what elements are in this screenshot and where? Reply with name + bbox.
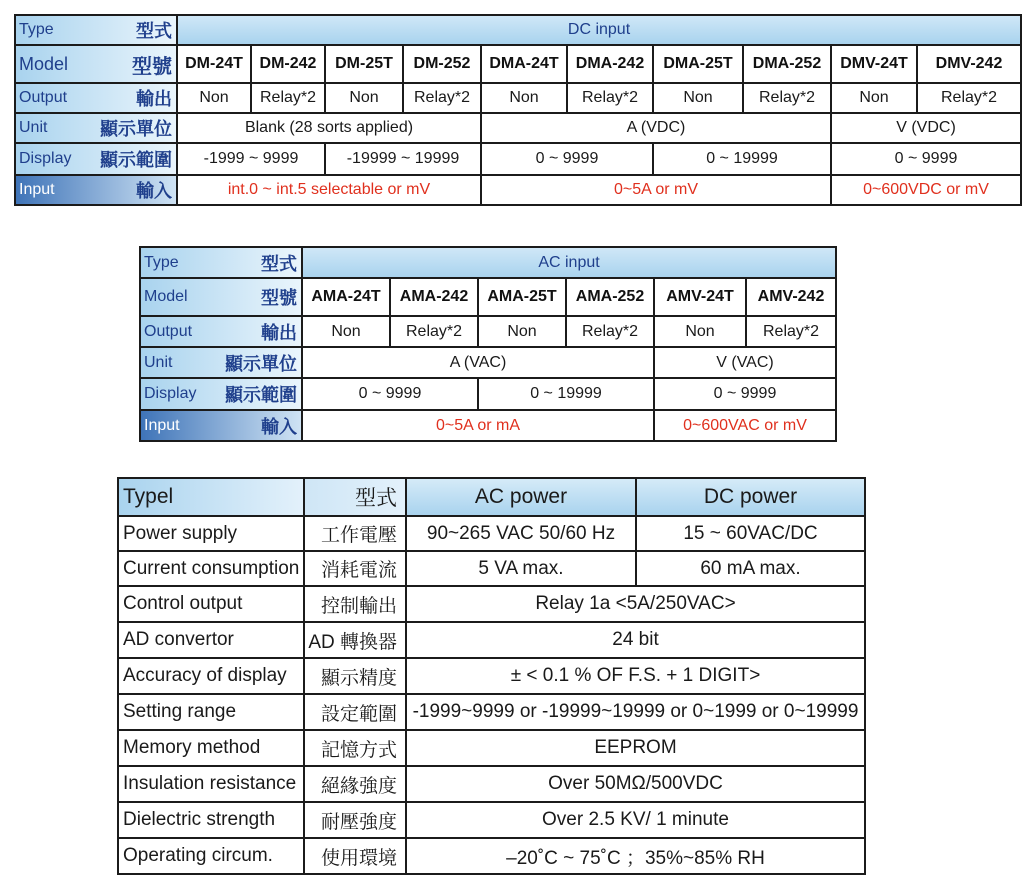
current-label: Current consumption: [118, 551, 304, 586]
dc-power-header: DC power: [636, 478, 865, 516]
unit-cell: V (VAC): [654, 347, 836, 378]
output-cell: Relay*2: [403, 83, 481, 113]
model-label: Model 型號: [15, 45, 177, 83]
display-cell: -19999 ~ 19999: [325, 143, 481, 175]
dielectric-label: Dielectric strength: [118, 802, 304, 838]
unit-cell: A (VDC): [481, 113, 831, 143]
model-cell: AMA-24T: [302, 278, 390, 316]
output-cell: Non: [177, 83, 251, 113]
setting-range-value: -1999~9999 or -19999~19999 or 0~1999 or 0~19999: [406, 694, 865, 730]
input-label: Input 輸入: [140, 410, 302, 441]
power-supply-label: Power supply: [118, 516, 304, 551]
ad-convertor-label: AD convertor: [118, 622, 304, 658]
model-cell: DMA-25T: [653, 45, 743, 83]
model-cell: DM-242: [251, 45, 325, 83]
dc-input-table: [14, 14, 1022, 206]
output-cell: Non: [653, 83, 743, 113]
control-output-label: Control output: [118, 586, 304, 622]
output-cell: Non: [654, 316, 746, 347]
input-cell: int.0 ~ int.5 selectable or mV: [177, 175, 481, 205]
insulation-label-zh: 絕緣強度: [304, 766, 406, 802]
output-label: Output 輸出: [140, 316, 302, 347]
display-cell: -1999 ~ 9999: [177, 143, 325, 175]
spec-header-type-zh: 型式: [304, 478, 406, 516]
memory-method-label-zh: 記憶方式: [304, 730, 406, 766]
display-cell: 0 ~ 19999: [478, 378, 654, 410]
model-cell: DM-252: [403, 45, 481, 83]
input-cell: 0~600VAC or mV: [654, 410, 836, 441]
accuracy-label-zh: 顯示精度: [304, 658, 406, 694]
ad-convertor-label-zh: AD 轉換器: [304, 622, 406, 658]
output-cell: Non: [302, 316, 390, 347]
setting-range-label-zh: 設定範圍: [304, 694, 406, 730]
model-cell: AMA-25T: [478, 278, 566, 316]
setting-range-label: Setting range: [118, 694, 304, 730]
memory-method-label: Memory method: [118, 730, 304, 766]
model-cell: AMA-242: [390, 278, 478, 316]
spec-table: [117, 477, 866, 875]
model-cell: DMV-24T: [831, 45, 917, 83]
control-output-label-zh: 控制輸出: [304, 586, 406, 622]
model-cell: DMA-252: [743, 45, 831, 83]
power-supply-dc: 15 ~ 60VAC/DC: [636, 516, 865, 551]
accuracy-label: Accuracy of display: [118, 658, 304, 694]
display-cell: 0 ~ 9999: [481, 143, 653, 175]
current-ac: 5 VA max.: [406, 551, 636, 586]
ac-power-header: AC power: [406, 478, 636, 516]
display-label: Display 顯示範圍: [15, 143, 177, 175]
unit-cell: A (VAC): [302, 347, 654, 378]
display-cell: 0 ~ 9999: [654, 378, 836, 410]
insulation-label: Insulation resistance: [118, 766, 304, 802]
model-cell: DM-25T: [325, 45, 403, 83]
model-cell: AMA-252: [566, 278, 654, 316]
insulation-value: Over 50MΩ/500VDC: [406, 766, 865, 802]
model-cell: AMV-242: [746, 278, 836, 316]
accuracy-value: ± < 0.1 % OF F.S. + 1 DIGIT>: [406, 658, 865, 694]
ac-input-table: [139, 246, 837, 442]
input-cell: 0~5A or mV: [481, 175, 831, 205]
unit-label: Unit 顯示單位: [140, 347, 302, 378]
type-label: Type 型式: [140, 247, 302, 278]
dielectric-value: Over 2.5 KV/ 1 minute: [406, 802, 865, 838]
output-cell: Relay*2: [743, 83, 831, 113]
power-supply-ac: 90~265 VAC 50/60 Hz: [406, 516, 636, 551]
display-label: Display 顯示範圍: [140, 378, 302, 410]
input-cell: 0~600VDC or mV: [831, 175, 1021, 205]
type-label: Type 型式: [15, 15, 177, 45]
output-cell: Non: [831, 83, 917, 113]
display-cell: 0 ~ 9999: [302, 378, 478, 410]
dc-input-title: DC input: [177, 15, 1021, 45]
output-cell: Relay*2: [390, 316, 478, 347]
memory-method-value: EEPROM: [406, 730, 865, 766]
output-cell: Relay*2: [566, 316, 654, 347]
ad-convertor-value: 24 bit: [406, 622, 865, 658]
current-dc: 60 mA max.: [636, 551, 865, 586]
operating-label-zh: 使用環境: [304, 838, 406, 874]
model-cell: DMA-24T: [481, 45, 567, 83]
control-output-value: Relay 1a <5A/250VAC>: [406, 586, 865, 622]
output-cell: Relay*2: [746, 316, 836, 347]
display-cell: 0 ~ 9999: [831, 143, 1021, 175]
operating-value: –20˚C ~ 75˚C ；35%~85% RH: [406, 838, 865, 874]
model-cell: DMA-242: [567, 45, 653, 83]
unit-cell: V (VDC): [831, 113, 1021, 143]
model-label: Model 型號: [140, 278, 302, 316]
spec-header-type: Typel: [118, 478, 304, 516]
output-cell: Relay*2: [917, 83, 1021, 113]
input-cell: 0~5A or mA: [302, 410, 654, 441]
output-cell: Non: [481, 83, 567, 113]
model-cell: DMV-242: [917, 45, 1021, 83]
dielectric-label-zh: 耐壓強度: [304, 802, 406, 838]
output-cell: Non: [325, 83, 403, 113]
unit-label: Unit 顯示單位: [15, 113, 177, 143]
operating-label: Operating circum.: [118, 838, 304, 874]
model-cell: AMV-24T: [654, 278, 746, 316]
display-cell: 0 ~ 19999: [653, 143, 831, 175]
ac-input-title: AC input: [302, 247, 836, 278]
output-cell: Relay*2: [567, 83, 653, 113]
output-label: Output 輸出: [15, 83, 177, 113]
power-supply-label-zh: 工作電壓: [304, 516, 406, 551]
output-cell: Non: [478, 316, 566, 347]
model-cell: DM-24T: [177, 45, 251, 83]
output-cell: Relay*2: [251, 83, 325, 113]
input-label: Input 輸入: [15, 175, 177, 205]
unit-cell: Blank (28 sorts applied): [177, 113, 481, 143]
current-label-zh: 消耗電流: [304, 551, 406, 586]
